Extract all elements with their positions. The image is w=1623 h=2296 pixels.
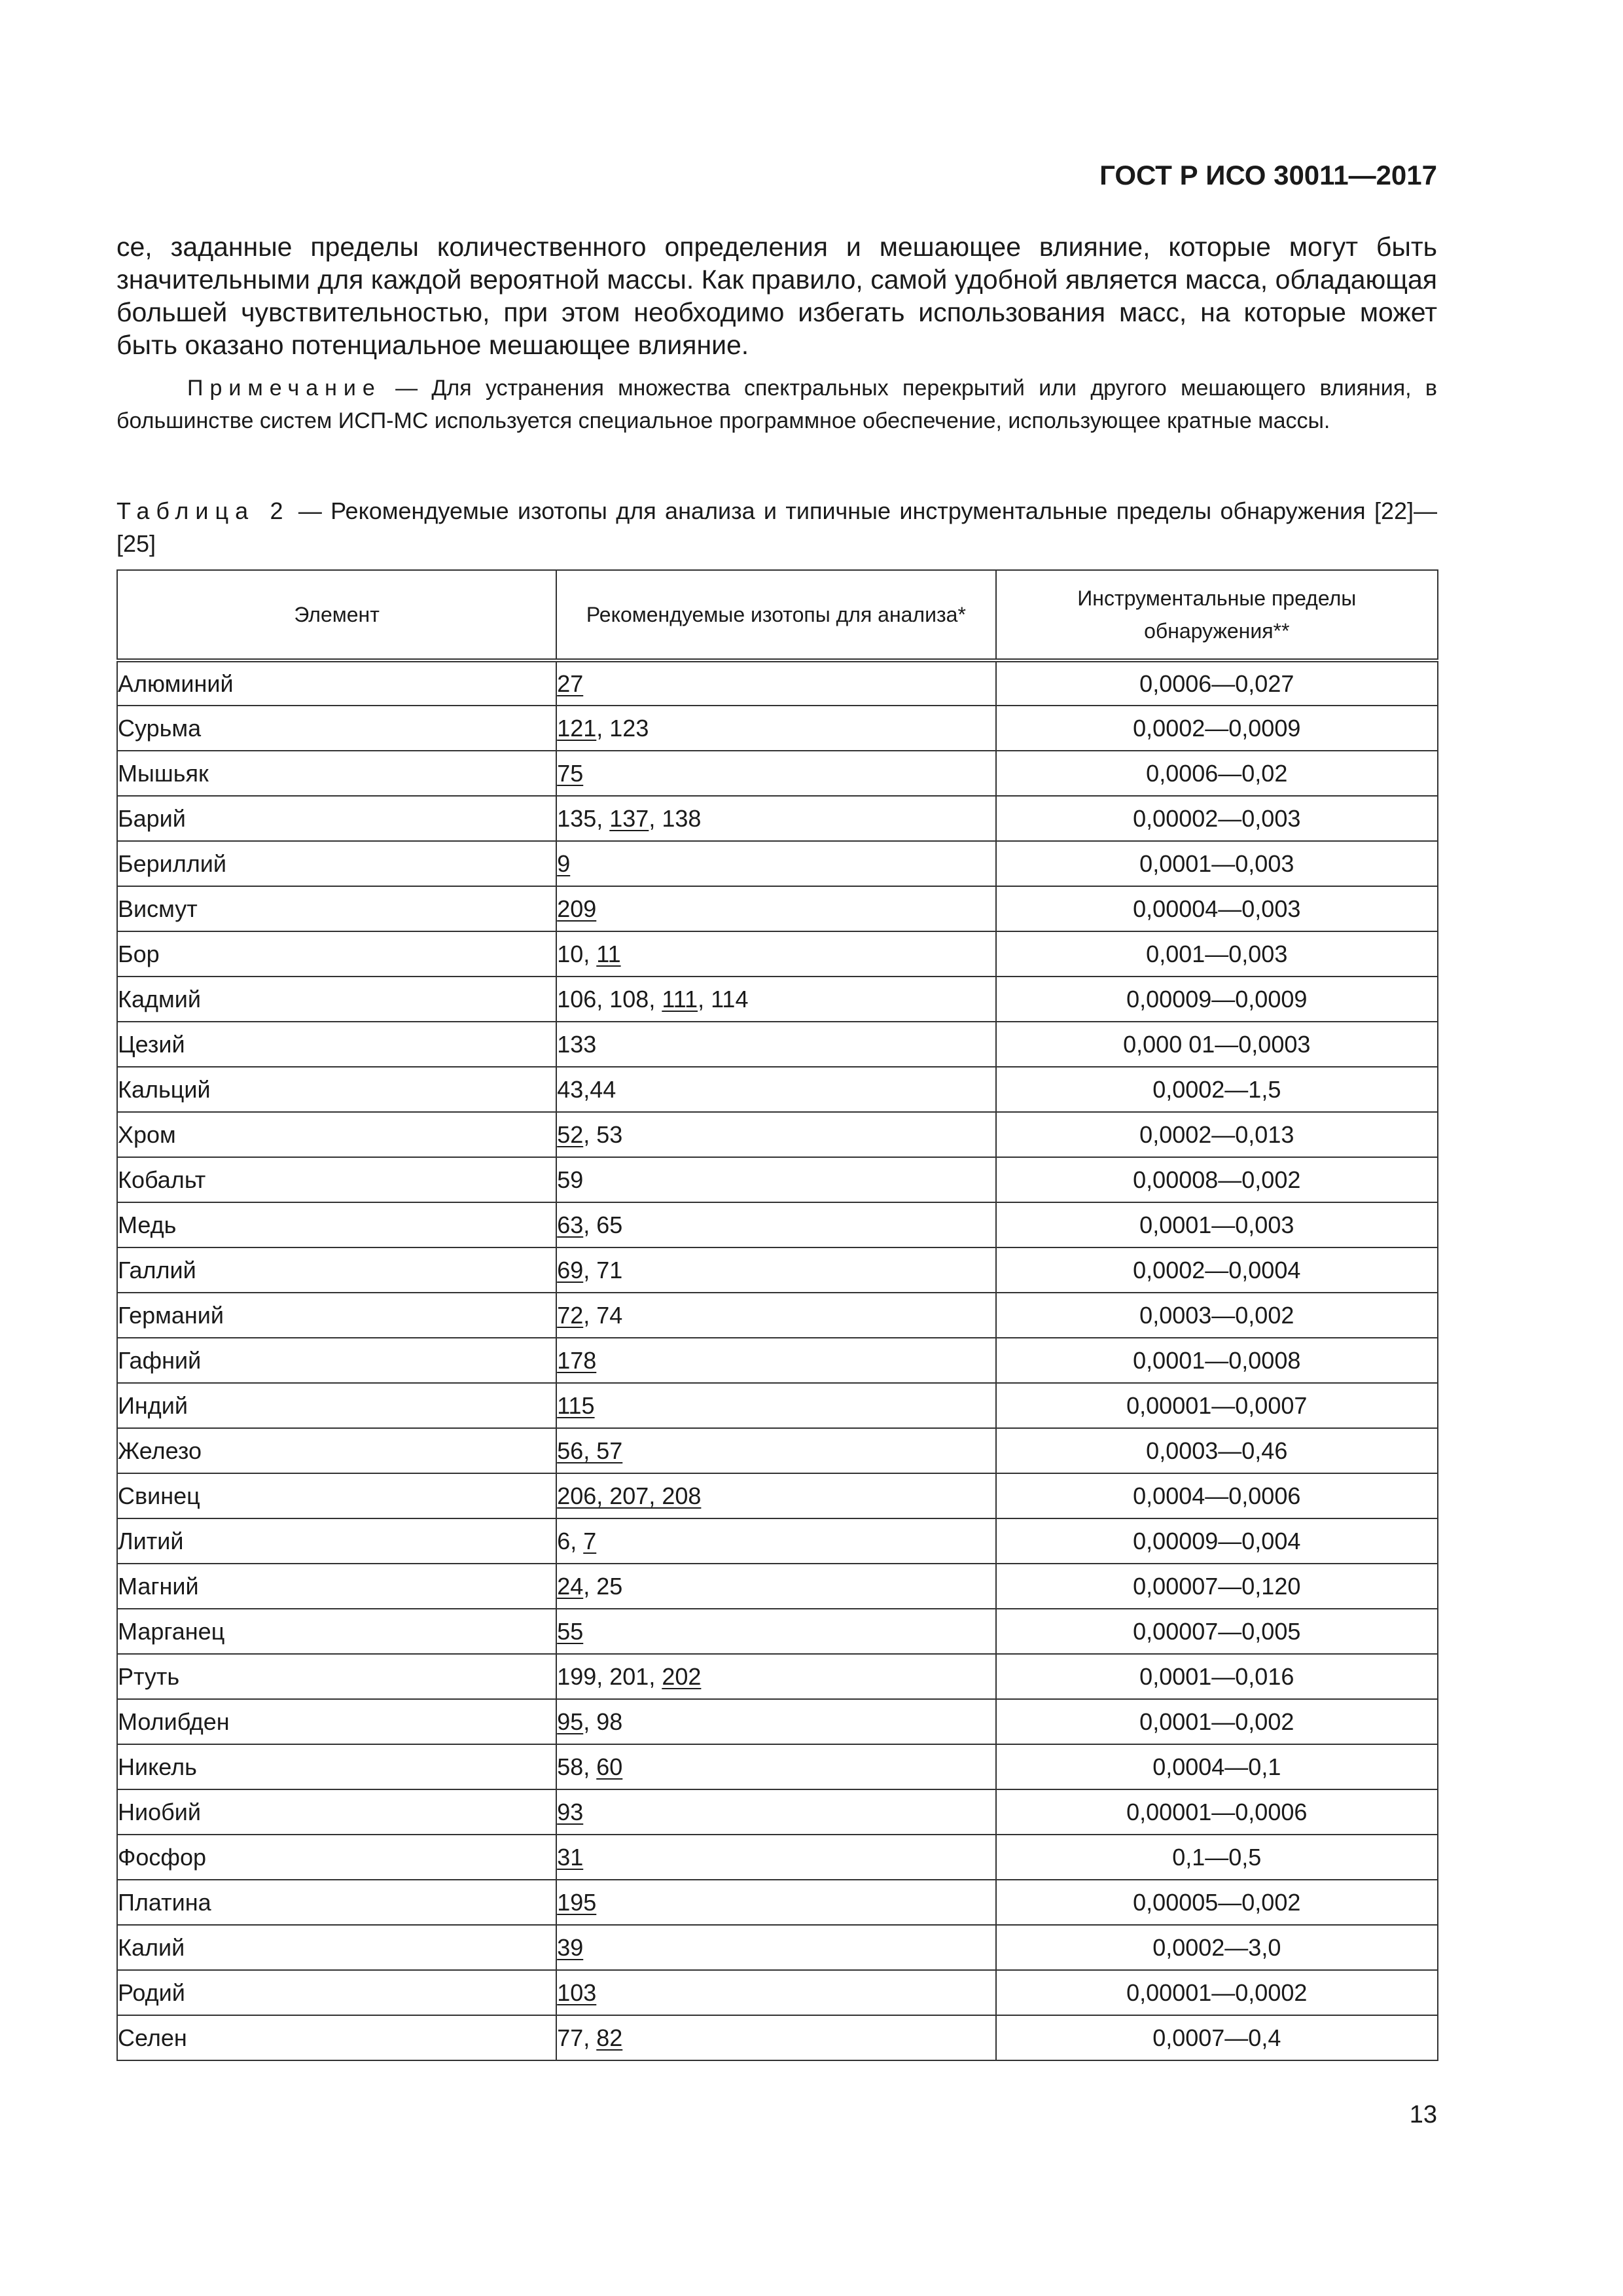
isotopes-table bbox=[116, 569, 1438, 2061]
cell-limit: 0,00005—0,002 bbox=[996, 1880, 1438, 1925]
cell-isotopes bbox=[556, 1022, 995, 1067]
cell-isotopes bbox=[556, 706, 995, 751]
table-row bbox=[117, 1428, 1438, 1473]
isotope-text: , 53 bbox=[583, 1121, 623, 1148]
cell-isotopes bbox=[556, 1609, 995, 1654]
isotope-text: 10, bbox=[557, 940, 597, 967]
document-header: ГОСТ Р ИСО 30011—2017 bbox=[1099, 160, 1437, 190]
isotope-recommended: 82 bbox=[596, 2024, 623, 2051]
cell-element: Марганец bbox=[117, 1609, 556, 1654]
isotope-text: , 71 bbox=[583, 1256, 623, 1283]
table-row bbox=[117, 1338, 1438, 1383]
cell-limit: 0,0001—0,016 bbox=[996, 1654, 1438, 1699]
cell-element: Бериллий bbox=[117, 841, 556, 886]
table-row bbox=[117, 1157, 1438, 1202]
cell-isotopes bbox=[556, 1699, 995, 1744]
cell-limit: 0,0002—0,0009 bbox=[996, 706, 1438, 751]
header-isotopes: Рекомендуемые изотопы для анализа* bbox=[556, 570, 995, 660]
cell-isotopes bbox=[556, 1744, 995, 1789]
cell-isotopes bbox=[556, 1518, 995, 1564]
cell-isotopes bbox=[556, 1293, 995, 1338]
isotope-recommended: 7 bbox=[583, 1527, 597, 1554]
cell-element: Медь bbox=[117, 1202, 556, 1247]
isotope-recommended: 195 bbox=[557, 1888, 597, 1916]
cell-element: Барий bbox=[117, 796, 556, 841]
table-row bbox=[117, 751, 1438, 796]
cell-isotopes bbox=[556, 1880, 995, 1925]
cell-limit: 0,0002—0,0004 bbox=[996, 1247, 1438, 1293]
cell-limit: 0,0007—0,4 bbox=[996, 2015, 1438, 2060]
table-row bbox=[117, 1383, 1438, 1428]
cell-limit: 0,0001—0,003 bbox=[996, 841, 1438, 886]
table-body bbox=[117, 660, 1438, 2060]
cell-element: Гафний bbox=[117, 1338, 556, 1383]
table-row bbox=[117, 1247, 1438, 1293]
cell-limit: 0,00001—0,0002 bbox=[996, 1970, 1438, 2015]
isotope-text: , 65 bbox=[583, 1211, 623, 1238]
cell-element: Свинец bbox=[117, 1473, 556, 1518]
cell-isotopes bbox=[556, 796, 995, 841]
table-row bbox=[117, 1293, 1438, 1338]
isotope-text: 6, bbox=[557, 1527, 584, 1554]
isotope-text: 199, 201, bbox=[557, 1662, 662, 1690]
table-row bbox=[117, 1067, 1438, 1112]
isotope-text: 106, 108, bbox=[557, 985, 662, 1013]
table-row bbox=[117, 1564, 1438, 1609]
cell-element: Цезий bbox=[117, 1022, 556, 1067]
cell-element: Сурьма bbox=[117, 706, 556, 751]
cell-element: Бор bbox=[117, 931, 556, 977]
isotope-text: 133 bbox=[557, 1030, 597, 1058]
cell-limit: 0,00008—0,002 bbox=[996, 1157, 1438, 1202]
isotope-text: 43,44 bbox=[557, 1075, 616, 1103]
cell-isotopes bbox=[556, 1383, 995, 1428]
table-row bbox=[117, 841, 1438, 886]
cell-limit: 0,00001—0,0007 bbox=[996, 1383, 1438, 1428]
table-row bbox=[117, 886, 1438, 931]
isotope-recommended: 137 bbox=[609, 804, 649, 832]
cell-element: Алюминий bbox=[117, 660, 556, 706]
isotope-recommended: 63 bbox=[557, 1211, 584, 1238]
cell-isotopes bbox=[556, 931, 995, 977]
cell-limit: 0,00002—0,003 bbox=[996, 796, 1438, 841]
cell-limit: 0,0002—3,0 bbox=[996, 1925, 1438, 1970]
table-row bbox=[117, 2015, 1438, 2060]
table-row bbox=[117, 1699, 1438, 1744]
table-row bbox=[117, 660, 1438, 706]
cell-element: Магний bbox=[117, 1564, 556, 1609]
cell-isotopes bbox=[556, 977, 995, 1022]
header-element: Элемент bbox=[117, 570, 556, 660]
cell-element: Селен bbox=[117, 2015, 556, 2060]
isotope-text: , 114 bbox=[698, 985, 749, 1013]
isotope-recommended: 55 bbox=[557, 1617, 584, 1645]
cell-isotopes bbox=[556, 886, 995, 931]
cell-isotopes bbox=[556, 2015, 995, 2060]
table-row bbox=[117, 1022, 1438, 1067]
cell-isotopes bbox=[556, 1564, 995, 1609]
cell-element: Галлий bbox=[117, 1247, 556, 1293]
isotope-recommended: 206, 207, 208 bbox=[557, 1482, 702, 1509]
cell-element: Мышьяк bbox=[117, 751, 556, 796]
cell-isotopes bbox=[556, 660, 995, 706]
cell-limit: 0,00009—0,0009 bbox=[996, 977, 1438, 1022]
cell-element: Родий bbox=[117, 1970, 556, 2015]
table-row bbox=[117, 1925, 1438, 1970]
isotope-recommended: 121 bbox=[557, 714, 597, 742]
isotope-text: , 74 bbox=[583, 1301, 623, 1329]
isotope-recommended: 115 bbox=[557, 1391, 595, 1419]
cell-isotopes bbox=[556, 1247, 995, 1293]
isotope-text: , 98 bbox=[583, 1708, 623, 1735]
cell-isotopes bbox=[556, 1473, 995, 1518]
cell-limit: 0,0004—0,0006 bbox=[996, 1473, 1438, 1518]
table-caption bbox=[116, 495, 1437, 560]
isotope-recommended: 27 bbox=[557, 670, 584, 697]
cell-limit: 0,0003—0,002 bbox=[996, 1293, 1438, 1338]
cell-element: Железо bbox=[117, 1428, 556, 1473]
cell-element: Индий bbox=[117, 1383, 556, 1428]
cell-element: Калий bbox=[117, 1925, 556, 1970]
table-row bbox=[117, 706, 1438, 751]
isotope-recommended: 31 bbox=[557, 1843, 584, 1871]
cell-isotopes bbox=[556, 1789, 995, 1835]
page-number: 13 bbox=[1409, 2101, 1437, 2128]
body-paragraph: се, заданные пределы количественного определения и мешающее влияние, которые могут быть значительными для каждой вероятной массы. Как правило, самой удобной является масса, обладающая большей чувствительностью, при этом необходимо избегать использования масс, на которые может быть оказано потенциальное мешающее влияние. bbox=[116, 232, 1437, 360]
cell-limit: 0,0001—0,0008 bbox=[996, 1338, 1438, 1383]
cell-isotopes bbox=[556, 1157, 995, 1202]
cell-element: Ртуть bbox=[117, 1654, 556, 1699]
isotope-recommended: 103 bbox=[557, 1979, 597, 2006]
cell-isotopes bbox=[556, 841, 995, 886]
table-row bbox=[117, 1518, 1438, 1564]
isotope-recommended: 95 bbox=[557, 1708, 584, 1735]
isotope-recommended: 11 bbox=[596, 940, 621, 967]
isotope-text: 59 bbox=[557, 1166, 584, 1193]
cell-element: Кадмий bbox=[117, 977, 556, 1022]
cell-element: Кобальт bbox=[117, 1157, 556, 1202]
table-row bbox=[117, 1835, 1438, 1880]
cell-element: Кальций bbox=[117, 1067, 556, 1112]
note-paragraph bbox=[116, 372, 1437, 437]
cell-element: Литий bbox=[117, 1518, 556, 1564]
cell-element: Фосфор bbox=[117, 1835, 556, 1880]
table-row bbox=[117, 1202, 1438, 1247]
isotope-recommended: 60 bbox=[596, 1753, 623, 1780]
cell-limit: 0,0001—0,003 bbox=[996, 1202, 1438, 1247]
table-row bbox=[117, 1609, 1438, 1654]
table-row bbox=[117, 1970, 1438, 2015]
cell-limit: 0,00007—0,120 bbox=[996, 1564, 1438, 1609]
cell-isotopes bbox=[556, 1428, 995, 1473]
isotope-recommended: 39 bbox=[557, 1933, 584, 1961]
cell-limit: 0,0006—0,027 bbox=[996, 660, 1438, 706]
isotope-recommended: 93 bbox=[557, 1798, 584, 1825]
note-text: — Для устранения множества спектральных перекрытий или другого мешающего влияния, в большинстве систем ИСП-МС используется специальное программное обеспечение, использующее кратные массы. bbox=[116, 376, 1437, 433]
table-row bbox=[117, 931, 1438, 977]
cell-isotopes bbox=[556, 1654, 995, 1699]
isotope-recommended: 56, 57 bbox=[557, 1437, 623, 1464]
note-label: Примечание bbox=[187, 376, 382, 401]
table-row bbox=[117, 796, 1438, 841]
cell-limit: 0,0004—0,1 bbox=[996, 1744, 1438, 1789]
cell-element: Висмут bbox=[117, 886, 556, 931]
header-limits: Инструментальные пределы обнаружения** bbox=[996, 570, 1438, 660]
isotope-recommended: 202 bbox=[662, 1662, 702, 1690]
table-row bbox=[117, 1880, 1438, 1925]
cell-element: Ниобий bbox=[117, 1789, 556, 1835]
cell-isotopes bbox=[556, 751, 995, 796]
cell-limit: 0,001—0,003 bbox=[996, 931, 1438, 977]
cell-limit: 0,0001—0,002 bbox=[996, 1699, 1438, 1744]
table-caption-label: Таблица 2 bbox=[116, 497, 290, 524]
table-row bbox=[117, 1112, 1438, 1157]
isotope-recommended: 24 bbox=[557, 1572, 584, 1600]
isotope-text: 77, bbox=[557, 2024, 597, 2051]
isotope-text: , 123 bbox=[596, 714, 649, 742]
isotope-recommended: 111 bbox=[662, 985, 698, 1013]
cell-element: Германий bbox=[117, 1293, 556, 1338]
isotope-text: , 25 bbox=[583, 1572, 623, 1600]
cell-limit: 0,0003—0,46 bbox=[996, 1428, 1438, 1473]
table-header-row bbox=[117, 570, 1438, 660]
isotope-recommended: 209 bbox=[557, 895, 597, 922]
isotope-text: , 138 bbox=[649, 804, 702, 832]
table-row bbox=[117, 977, 1438, 1022]
table-row bbox=[117, 1654, 1438, 1699]
isotope-recommended: 75 bbox=[557, 759, 584, 787]
cell-limit: 0,00007—0,005 bbox=[996, 1609, 1438, 1654]
cell-isotopes bbox=[556, 1338, 995, 1383]
cell-limit: 0,0002—1,5 bbox=[996, 1067, 1438, 1112]
cell-limit: 0,00004—0,003 bbox=[996, 886, 1438, 931]
cell-isotopes bbox=[556, 1925, 995, 1970]
cell-isotopes bbox=[556, 1112, 995, 1157]
cell-limit: 0,00001—0,0006 bbox=[996, 1789, 1438, 1835]
cell-element: Платина bbox=[117, 1880, 556, 1925]
table-row bbox=[117, 1473, 1438, 1518]
cell-limit: 0,1—0,5 bbox=[996, 1835, 1438, 1880]
isotope-recommended: 72 bbox=[557, 1301, 584, 1329]
isotope-recommended: 178 bbox=[557, 1346, 597, 1374]
isotope-text: 135, bbox=[557, 804, 610, 832]
cell-element: Хром bbox=[117, 1112, 556, 1157]
cell-isotopes bbox=[556, 1202, 995, 1247]
isotope-recommended: 69 bbox=[557, 1256, 584, 1283]
table-row bbox=[117, 1789, 1438, 1835]
isotope-text: 58, bbox=[557, 1753, 597, 1780]
table-row bbox=[117, 1744, 1438, 1789]
isotope-recommended: 52 bbox=[557, 1121, 584, 1148]
cell-isotopes bbox=[556, 1067, 995, 1112]
cell-limit: 0,000 01—0,0003 bbox=[996, 1022, 1438, 1067]
isotope-recommended: 9 bbox=[557, 850, 571, 877]
cell-limit: 0,0002—0,013 bbox=[996, 1112, 1438, 1157]
cell-limit: 0,0006—0,02 bbox=[996, 751, 1438, 796]
table-caption-text: — Рекомендуемые изотопы для анализа и типичные инструментальные пределы обнаружения [22]—[25] bbox=[116, 497, 1437, 557]
cell-isotopes bbox=[556, 1970, 995, 2015]
cell-element: Никель bbox=[117, 1744, 556, 1789]
cell-isotopes bbox=[556, 1835, 995, 1880]
cell-element: Молибден bbox=[117, 1699, 556, 1744]
cell-limit: 0,00009—0,004 bbox=[996, 1518, 1438, 1564]
